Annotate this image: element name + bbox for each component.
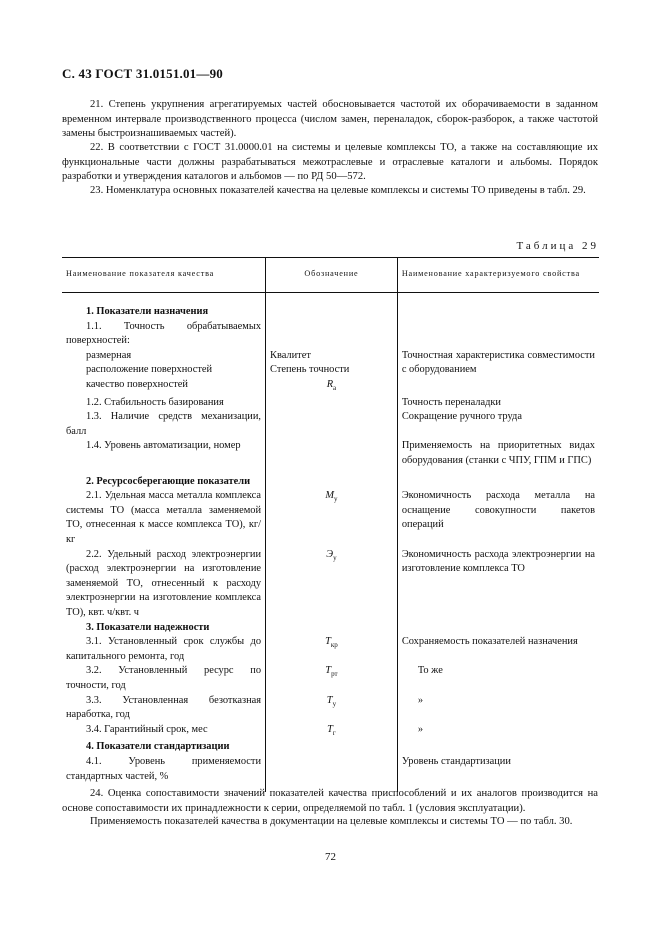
- section-heading: 4. Показатели стандартизации: [86, 741, 230, 753]
- table-row: [62, 396, 599, 411]
- section-heading: 1. Показатели назначения: [86, 306, 209, 317]
- table-row: [62, 548, 599, 621]
- indicator-symbol: $R_a$: [266, 378, 398, 396]
- table-row: [62, 723, 599, 741]
- indicator-symbol: $M_у$: [266, 489, 398, 547]
- table-row: [62, 349, 599, 364]
- page-number: 72: [325, 851, 336, 863]
- indicator-name: 1.1. Точность обрабатываемых поверхностей:: [66, 320, 262, 347]
- quality-indicators-table: [62, 257, 599, 792]
- indicator-name: 2.1. Удельная масса металла комплекса системы ТО (масса металла заменяемой ТО, отнесенная к массе комплекса ТО), кг/кг: [66, 490, 262, 545]
- indicator-symbol: Степень точности: [266, 363, 398, 378]
- indicator-name: 1.3. Наличие средств механизации, балл: [66, 411, 262, 437]
- table-row: [62, 694, 599, 723]
- paragraph-21: 21. Степень укрупнения агрегатируемых частей обосновывается частотой их оборачиваемости в заданном временном интервале производственного процесса (числом замен, переналадок, сборок-разборок, а также частотой замены быстроизнашиваемых частей).: [62, 99, 598, 139]
- table-row: [62, 621, 599, 636]
- paragraph-22: 22. В соответствии с ГОСТ 31.0000.01 на системы и целевые комплексы ТО, а также на составляющие их функциональные части должны разрабатываться межотраслевые и отраслевые каталоги и альбомы. Порядок разработки и утверждения каталогов и альбомов — по РД 50—572.: [62, 142, 598, 182]
- property-name: Точность переналадки: [401, 396, 501, 408]
- property-name: »: [417, 723, 424, 735]
- property-name: Применяемость на приоритетных видах оборудования (станки с ЧПУ, ГПМ и ГПС): [401, 440, 595, 467]
- indicator-name: размерная: [86, 349, 132, 361]
- indicator-name: качество поверхностей: [86, 378, 188, 390]
- indicator-name: 2.2. Удельный расход электроэнергии (расход электроэнергии на изготовление заменяемой ТО, отнесенный к расходу электроэнергии на изготовление комплекса ТО), квт. ч/квт. ч: [66, 548, 262, 618]
- indicator-name: 4.1. Уровень применяемости стандартных частей, %: [66, 755, 262, 782]
- table-row: [62, 439, 599, 468]
- indicator-name: 1.4. Уровень автоматизации, номер: [86, 440, 241, 452]
- page-title: С. 43 ГОСТ 31.0151.01—90: [62, 66, 223, 81]
- table-row: [62, 320, 599, 349]
- table-row: [62, 489, 599, 547]
- table-row: [62, 664, 599, 693]
- table-row: [62, 410, 599, 439]
- col-header-indicator: Наименование показателя качества: [62, 258, 266, 293]
- property-name: Сокращение ручного труда: [401, 411, 522, 423]
- property-name: Экономичность расхода электроэнергии на изготовление комплекса ТО: [401, 548, 595, 575]
- table-row: [62, 378, 599, 396]
- property-name: Сохраняемость показателей назначения: [401, 636, 578, 648]
- paragraph-24: 24. Оценка сопоставимости значений показателей качества приспособлений и их аналогов производится на основе сопоставимости их принадлежности к серии, определяемой по табл. 1 (условия эксплуатации).: [62, 788, 598, 814]
- indicator-symbol: $T_{кр}$: [266, 635, 398, 664]
- table-header-row: [62, 258, 599, 293]
- indicator-name: 3.2. Установленный ресурс по точности, год: [66, 665, 262, 691]
- indicator-symbol: $T_{рт}$: [266, 664, 398, 693]
- table-caption: Таблица 29: [516, 240, 599, 252]
- indicator-name: расположение поверхностей: [86, 364, 213, 376]
- table-row: [62, 740, 599, 755]
- section-heading: 2. Ресурсосберегающие показатели: [86, 475, 251, 487]
- paragraph-23: 23. Номенклатура основных показателей качества на целевые комплексы и системы ТО приведены в табл. 29.: [90, 185, 586, 196]
- indicator-name: 3.3. Установленная безотказная наработка, год: [66, 694, 262, 721]
- table-row: [62, 635, 599, 664]
- property-name: »: [417, 694, 424, 706]
- property-name: То же: [417, 665, 443, 677]
- col-header-property: Наименование характеризуемого свойства: [397, 258, 599, 293]
- indicator-symbol: $T_у$: [266, 694, 398, 723]
- indicator-name: 3.1. Установленный срок службы до капитального ремонта, год: [66, 636, 262, 662]
- property-name: Точностная характеристика совместимости с оборудованием: [401, 349, 595, 376]
- table-row: [62, 469, 599, 490]
- indicator-name: 1.2. Стабильность базирования: [86, 396, 224, 408]
- paragraph-24-continuation: Применяемость показателей качества в документации на целевые комплексы и системы ТО — по табл. 30.: [90, 816, 573, 827]
- property-name: Экономичность расхода металла на оснащение совокупности пакетов операций: [401, 490, 595, 531]
- table-row: [62, 293, 599, 320]
- property-name: Уровень стандартизации: [401, 755, 511, 767]
- col-header-symbol: Обозначение: [266, 258, 398, 293]
- indicator-name: 3.4. Гарантийный срок, мес: [86, 723, 208, 735]
- indicator-symbol: Квалитет: [266, 349, 398, 364]
- section-heading: 3. Показатели надежности: [86, 621, 210, 633]
- indicator-symbol: $Э_у$: [266, 548, 398, 621]
- indicator-symbol: $T_г$: [266, 723, 398, 741]
